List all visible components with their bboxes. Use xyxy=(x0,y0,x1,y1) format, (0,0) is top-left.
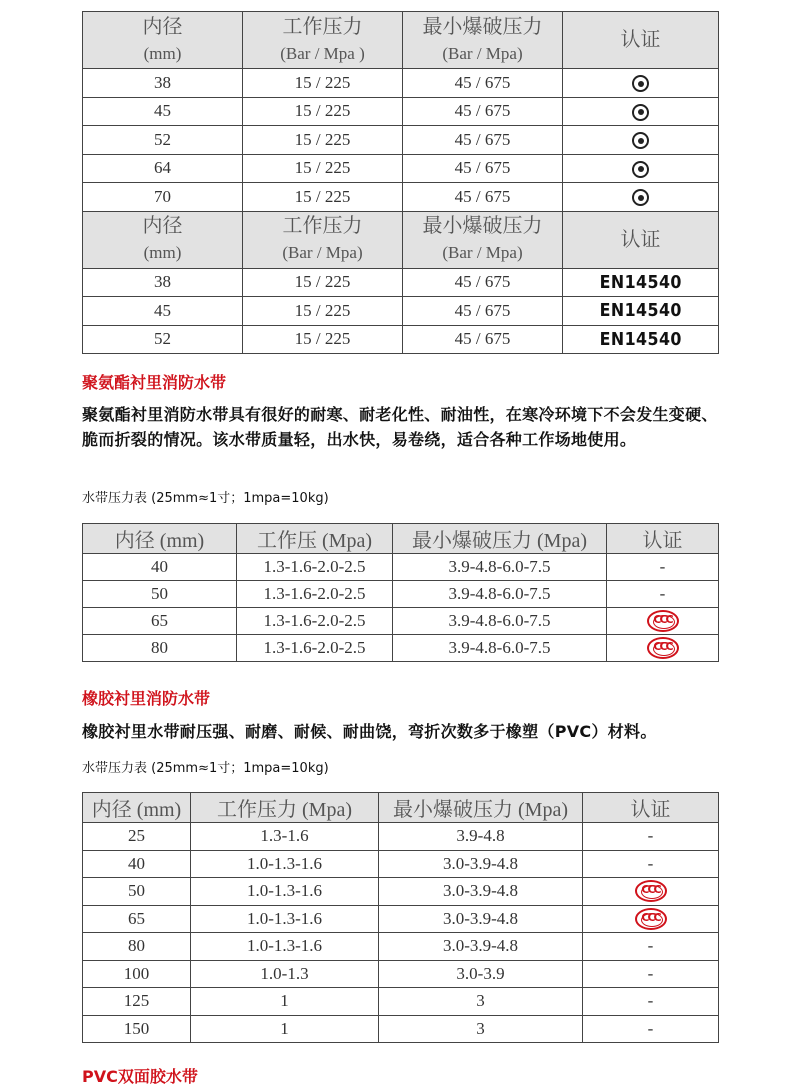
header-cell: 工作压力 (Mpa) xyxy=(191,793,379,823)
header-sub: (Bar / Mpa) xyxy=(442,43,523,63)
cell-burst-pressure: 45 / 675 xyxy=(403,268,563,297)
table-row xyxy=(83,988,719,1016)
cell-diameter: 40 xyxy=(83,554,237,581)
table-row xyxy=(83,69,719,98)
table-row xyxy=(83,154,719,183)
cell-work-pressure: 15 / 225 xyxy=(243,154,403,183)
cell-burst-pressure: 3.9-4.8-6.0-7.5 xyxy=(393,608,607,635)
cell-burst-pressure: 3.9-4.8-6.0-7.5 xyxy=(393,635,607,662)
ccc-certification-icon xyxy=(635,908,667,930)
cell-work-pressure: 15 / 225 xyxy=(243,268,403,297)
cell-work-pressure: 15 / 225 xyxy=(243,97,403,126)
cell-cert xyxy=(583,878,719,906)
table-row xyxy=(83,608,719,635)
en-certification-label: EN14540 xyxy=(599,300,682,322)
header-cell: 认证 xyxy=(583,793,719,823)
header-main: 认证 xyxy=(620,228,661,251)
cell-work-pressure: 1.0-1.3-1.6 xyxy=(191,850,379,878)
section-title-rubber: 橡胶衬里消防水带 xyxy=(82,689,211,708)
header-cell: 最小爆破压力 (Mpa) xyxy=(393,524,607,554)
en-certification-label: EN14540 xyxy=(599,328,682,350)
cell-cert xyxy=(563,69,719,98)
cell-burst-pressure: 45 / 675 xyxy=(403,183,563,212)
header-main: 工作压力 xyxy=(282,215,363,237)
header-cell xyxy=(403,211,563,268)
header-cell: 内径 (mm) xyxy=(83,524,237,554)
table-row xyxy=(83,960,719,988)
cell-burst-pressure: 3.0-3.9-4.8 xyxy=(379,905,583,933)
cell-burst-pressure: 45 / 675 xyxy=(403,126,563,155)
cell-work-pressure: 1.3-1.6 xyxy=(191,823,379,851)
header-cell xyxy=(83,12,243,69)
pressure-note: 水带压力表 (25mm≈1寸；1mpa=10kg) xyxy=(82,761,329,776)
table-header-row xyxy=(83,12,719,69)
cell-cert: - xyxy=(583,933,719,961)
circle-certification-icon xyxy=(632,161,649,178)
cell-diameter: 70 xyxy=(83,183,243,212)
cell-burst-pressure: 45 / 675 xyxy=(403,297,563,326)
cell-diameter: 50 xyxy=(83,581,237,608)
cell-work-pressure: 1.0-1.3-1.6 xyxy=(191,905,379,933)
table-row xyxy=(83,1015,719,1043)
ccc-certification-icon xyxy=(647,637,679,659)
cell-cert: - xyxy=(607,554,719,581)
cell-work-pressure: 1.0-1.3-1.6 xyxy=(191,878,379,906)
header-sub: (mm) xyxy=(143,43,182,63)
cell-cert xyxy=(563,183,719,212)
header-sub: (Bar / Mpa) xyxy=(282,243,363,262)
cell-work-pressure: 1.0-1.3-1.6 xyxy=(191,933,379,961)
header-cell xyxy=(83,211,243,268)
cell-work-pressure: 15 / 225 xyxy=(243,297,403,326)
cell-burst-pressure: 45 / 675 xyxy=(403,97,563,126)
ccc-label: CCC xyxy=(653,640,672,654)
cell-cert xyxy=(563,297,719,326)
cell-diameter: 65 xyxy=(83,608,237,635)
cell-burst-pressure: 3.0-3.9-4.8 xyxy=(379,933,583,961)
cell-cert xyxy=(563,126,719,155)
pressure-table-2 xyxy=(82,523,719,662)
header-main: 认证 xyxy=(620,29,661,51)
header-main: 内径 xyxy=(142,215,183,237)
table-row xyxy=(83,933,719,961)
table-row xyxy=(83,97,719,126)
cell-burst-pressure: 3.9-4.8-6.0-7.5 xyxy=(393,581,607,608)
cell-cert xyxy=(563,154,719,183)
cell-burst-pressure: 3.0-3.9 xyxy=(379,960,583,988)
ccc-label: CCC xyxy=(641,883,660,897)
cell-burst-pressure: 3.0-3.9-4.8 xyxy=(379,850,583,878)
table-header-row xyxy=(83,793,719,823)
cell-burst-pressure: 45 / 675 xyxy=(403,154,563,183)
cell-diameter: 50 xyxy=(83,878,191,906)
en-certification-label: EN14540 xyxy=(599,271,682,293)
circle-certification-icon xyxy=(632,75,649,92)
cell-cert xyxy=(563,325,719,354)
cell-cert xyxy=(607,635,719,662)
cell-diameter: 45 xyxy=(83,97,243,126)
cell-burst-pressure: 3 xyxy=(379,988,583,1016)
cell-cert xyxy=(563,97,719,126)
cell-diameter: 150 xyxy=(83,1015,191,1043)
cell-cert xyxy=(583,905,719,933)
cell-diameter: 80 xyxy=(83,933,191,961)
cell-diameter: 52 xyxy=(83,325,243,354)
cell-diameter: 38 xyxy=(83,268,243,297)
header-cell: 内径 (mm) xyxy=(83,793,191,823)
cell-work-pressure: 1 xyxy=(191,988,379,1016)
table-row xyxy=(83,905,719,933)
ccc-certification-icon xyxy=(635,880,667,902)
circle-certification-icon xyxy=(632,104,649,121)
cell-work-pressure: 15 / 225 xyxy=(243,126,403,155)
cell-cert: - xyxy=(583,1015,719,1043)
cell-cert xyxy=(563,268,719,297)
header-cell xyxy=(403,12,563,69)
table-row xyxy=(83,581,719,608)
cell-burst-pressure: 3.0-3.9-4.8 xyxy=(379,878,583,906)
cell-work-pressure: 1.3-1.6-2.0-2.5 xyxy=(237,581,393,608)
header-cell xyxy=(563,211,719,268)
header-main: 工作压力 xyxy=(282,15,363,38)
header-cell: 认证 xyxy=(607,524,719,554)
table-row xyxy=(83,297,719,326)
cell-diameter: 52 xyxy=(83,126,243,155)
table-row xyxy=(83,850,719,878)
header-cell xyxy=(243,12,403,69)
ccc-label: CCC xyxy=(641,910,660,924)
cell-diameter: 65 xyxy=(83,905,191,933)
header-cell: 最小爆破压力 (Mpa) xyxy=(379,793,583,823)
table-header-row xyxy=(83,524,719,554)
circle-certification-icon xyxy=(632,189,649,206)
table-row xyxy=(83,126,719,155)
table-row xyxy=(83,635,719,662)
header-sub: (mm) xyxy=(143,243,182,262)
header-sub: (Bar / Mpa ) xyxy=(280,43,365,63)
cell-work-pressure: 15 / 225 xyxy=(243,325,403,354)
circle-certification-icon xyxy=(632,132,649,149)
cell-burst-pressure: 3.9-4.8 xyxy=(379,823,583,851)
cell-diameter: 45 xyxy=(83,297,243,326)
header-main: 最小爆破压力 xyxy=(422,215,543,237)
header-sub: (Bar / Mpa) xyxy=(442,243,523,262)
cell-work-pressure: 1.3-1.6-2.0-2.5 xyxy=(237,554,393,581)
cell-diameter: 38 xyxy=(83,69,243,98)
cell-cert xyxy=(607,608,719,635)
header-cell: 工作压 (Mpa) xyxy=(237,524,393,554)
section-description-polyurethane: 聚氨酯衬里消防水带具有很好的耐寒、耐老化性、耐油性，在寒冷环境下不会发生变硬、脆而折裂的情况。该水带质量轻，出水快，易卷绕，适合各种工作场地使用。 xyxy=(82,405,718,449)
cell-burst-pressure: 45 / 675 xyxy=(403,325,563,354)
table-row xyxy=(83,325,719,354)
table-row xyxy=(83,554,719,581)
cell-diameter: 100 xyxy=(83,960,191,988)
ccc-certification-icon xyxy=(647,610,679,632)
cell-work-pressure: 1.3-1.6-2.0-2.5 xyxy=(237,635,393,662)
cell-diameter: 80 xyxy=(83,635,237,662)
section-title-polyurethane: 聚氨酯衬里消防水带 xyxy=(82,373,227,392)
header-main: 内径 xyxy=(142,15,183,38)
ccc-label: CCC xyxy=(653,613,672,627)
table-header-row xyxy=(83,211,719,268)
table-row xyxy=(83,823,719,851)
table-row xyxy=(83,183,719,212)
cell-work-pressure: 1.0-1.3 xyxy=(191,960,379,988)
cell-burst-pressure: 3.9-4.8-6.0-7.5 xyxy=(393,554,607,581)
cell-cert: - xyxy=(583,850,719,878)
section-description-rubber: 橡胶衬里水带耐压强、耐磨、耐候、耐曲饶，弯折次数多于橡塑（PVC）材料。 xyxy=(82,722,657,741)
cell-diameter: 125 xyxy=(83,988,191,1016)
table-row xyxy=(83,878,719,906)
cell-cert: - xyxy=(583,823,719,851)
cell-burst-pressure: 45 / 675 xyxy=(403,69,563,98)
cell-work-pressure: 1.3-1.6-2.0-2.5 xyxy=(237,608,393,635)
cell-diameter: 40 xyxy=(83,850,191,878)
header-cell xyxy=(243,211,403,268)
header-cell xyxy=(563,12,719,69)
cell-work-pressure: 15 / 225 xyxy=(243,183,403,212)
cell-burst-pressure: 3 xyxy=(379,1015,583,1043)
cell-cert: - xyxy=(583,988,719,1016)
pressure-table-3 xyxy=(82,792,719,1043)
pressure-note: 水带压力表 (25mm≈1寸；1mpa=10kg) xyxy=(82,491,329,506)
cell-cert: - xyxy=(607,581,719,608)
cell-work-pressure: 15 / 225 xyxy=(243,69,403,98)
cell-diameter: 25 xyxy=(83,823,191,851)
cell-cert: - xyxy=(583,960,719,988)
header-main: 最小爆破压力 xyxy=(422,15,543,38)
table-row xyxy=(83,268,719,297)
cell-work-pressure: 1 xyxy=(191,1015,379,1043)
cell-diameter: 64 xyxy=(83,154,243,183)
section-title-pvc: PVC双面胶水带 xyxy=(82,1067,198,1086)
pressure-table-1 xyxy=(82,11,719,354)
